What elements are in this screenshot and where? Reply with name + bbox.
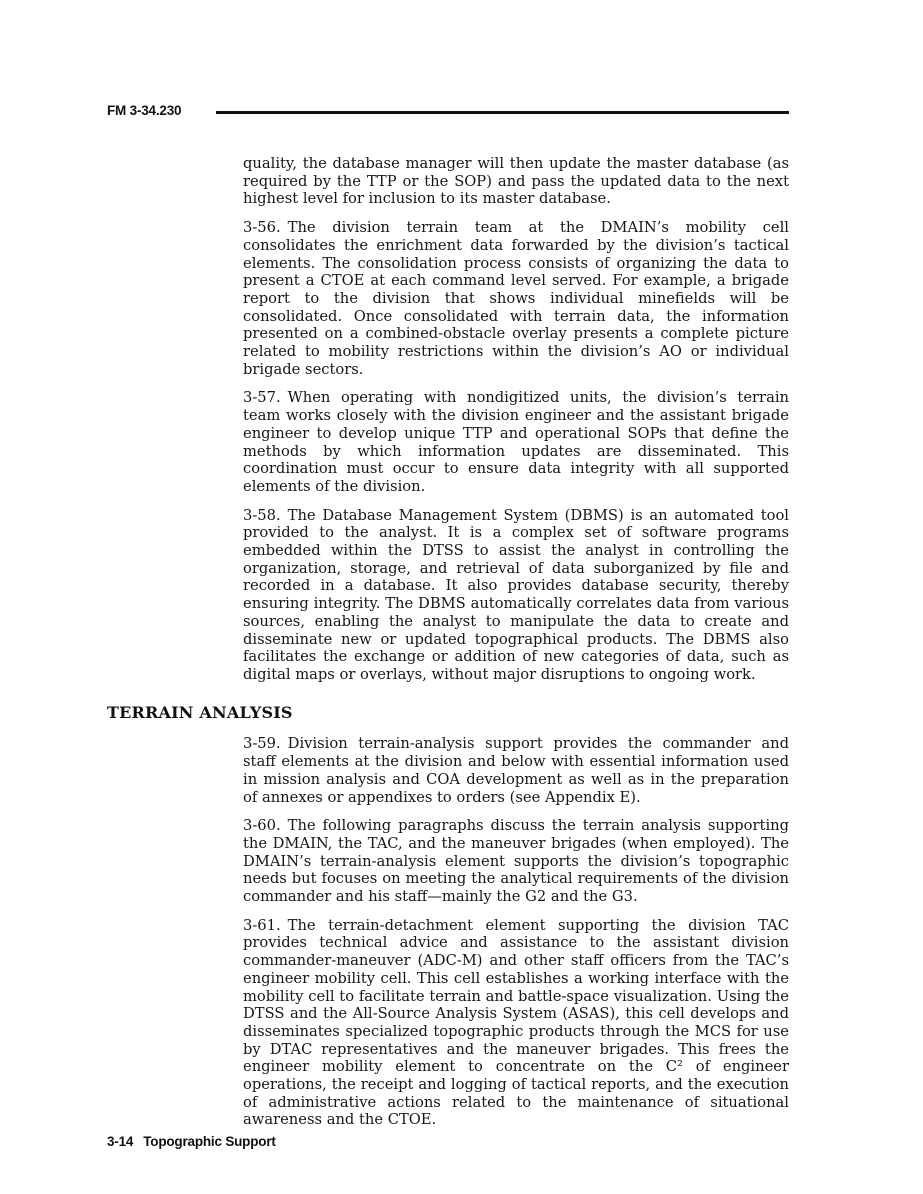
paragraph-number: 3-58. (243, 506, 281, 524)
paragraph-text: The division terrain team at the DMAIN’s mobility cell consolidates the enrichment data forwarded by the division’s tactical elements. The consolidation process consists of organizing the data to present a CTOE at each command level served. For example, a brigade report to the division that shows individual minefields will be consolidated. Once consolidated with terrain data, the information presented on a combined-obstacle overlay presents a complete picture related to mobility restrictions within the division’s AO or individual brigade sectors. (243, 219, 789, 378)
page-body (107, 155, 789, 1140)
footer-section-title: Topographic Support (143, 1134, 276, 1149)
section-heading-terrain-analysis: TERRAIN ANALYSIS (107, 702, 293, 722)
page-footer (107, 1134, 276, 1149)
paragraph-text: The terrain-detachment element supporting the division TAC provides technical advice and assistance to the assistant division commander-maneuver (ADC-M) and other staff officers from the TAC’s engineer mobility cell. This cell establishes a working interface with the mobility cell to facilitate terrain and battle-space visualization. Using the DTSS and the All-Source Analysis System (ASAS), this cell develops and disseminates specialized topographic products through the MCS for use by DTAC representatives and the maneuver brigades. This frees the engineer mobility element to concentrate on the C² of engineer operations, the receipt and logging of tactical reports, and the execution of administrative actions related to the maintenance of situational awareness and the CTOE. (243, 916, 789, 1129)
paragraph-continuation: quality, the database manager will then update the master database (as required by the TTP or the SOP) and pass the updated data to the next highest level for inclusion to its master database. (243, 155, 789, 208)
paragraph-text: When operating with nondigitized units, the division’s terrain team works closely with the division engineer and the assistant brigade engineer to develop unique TTP and operational SOPs that define the methods by which information updates are disseminated. This coordination must occur to ensure data integrity with all supported elements of the division. (243, 389, 789, 495)
paragraph-text: The following paragraphs discuss the terrain analysis supporting the DMAIN, the TAC, and the maneuver brigades (when employed). The DMAIN’s terrain-analysis element supports the division’s topographic needs but focuses on meeting the analytical requirements of the division commander and his staff—mainly the G2 and the G3. (243, 817, 789, 906)
paragraph-3-57 (243, 389, 789, 495)
document-id: FM 3-34.230 (107, 103, 182, 118)
paragraph-number: 3-57. (243, 389, 281, 407)
paragraph-number: 3-59. (243, 735, 281, 753)
paragraph-number: 3-61. (243, 916, 281, 934)
paragraph-text: The Database Management System (DBMS) is an automated tool provided to the analyst. It is a complex set of software programs embedded within the DTSS to assist the analyst in controlling the organization, storage, and retrieval of data suborganized by file and recorded in a database. It also provides database security, thereby ensuring integrity. The DBMS automatically correlates data from various sources, enabling the analyst to manipulate the data to create and disseminate new or updated topographical products. The DBMS also facilitates the exchange or addition of new categories of data, such as digital maps or overlays, without major disruptions to ongoing work. (243, 506, 789, 683)
paragraph-number: 3-56. (243, 219, 281, 237)
paragraph-3-58 (243, 507, 789, 684)
paragraph-3-60 (243, 817, 789, 906)
footer-page-number: 3-14 (107, 1134, 134, 1149)
paragraph-3-59 (243, 735, 789, 806)
paragraph-3-56 (243, 219, 789, 378)
paragraph-number: 3-60. (243, 817, 281, 835)
paragraph-text: Division terrain-analysis support provides the commander and staff elements at the division and below with essential information used in mission analysis and COA development as well as in the preparation of annexes or appendixes to orders (see Appendix E). (243, 735, 789, 806)
paragraph-3-61 (243, 917, 789, 1129)
header-rule (216, 111, 789, 114)
